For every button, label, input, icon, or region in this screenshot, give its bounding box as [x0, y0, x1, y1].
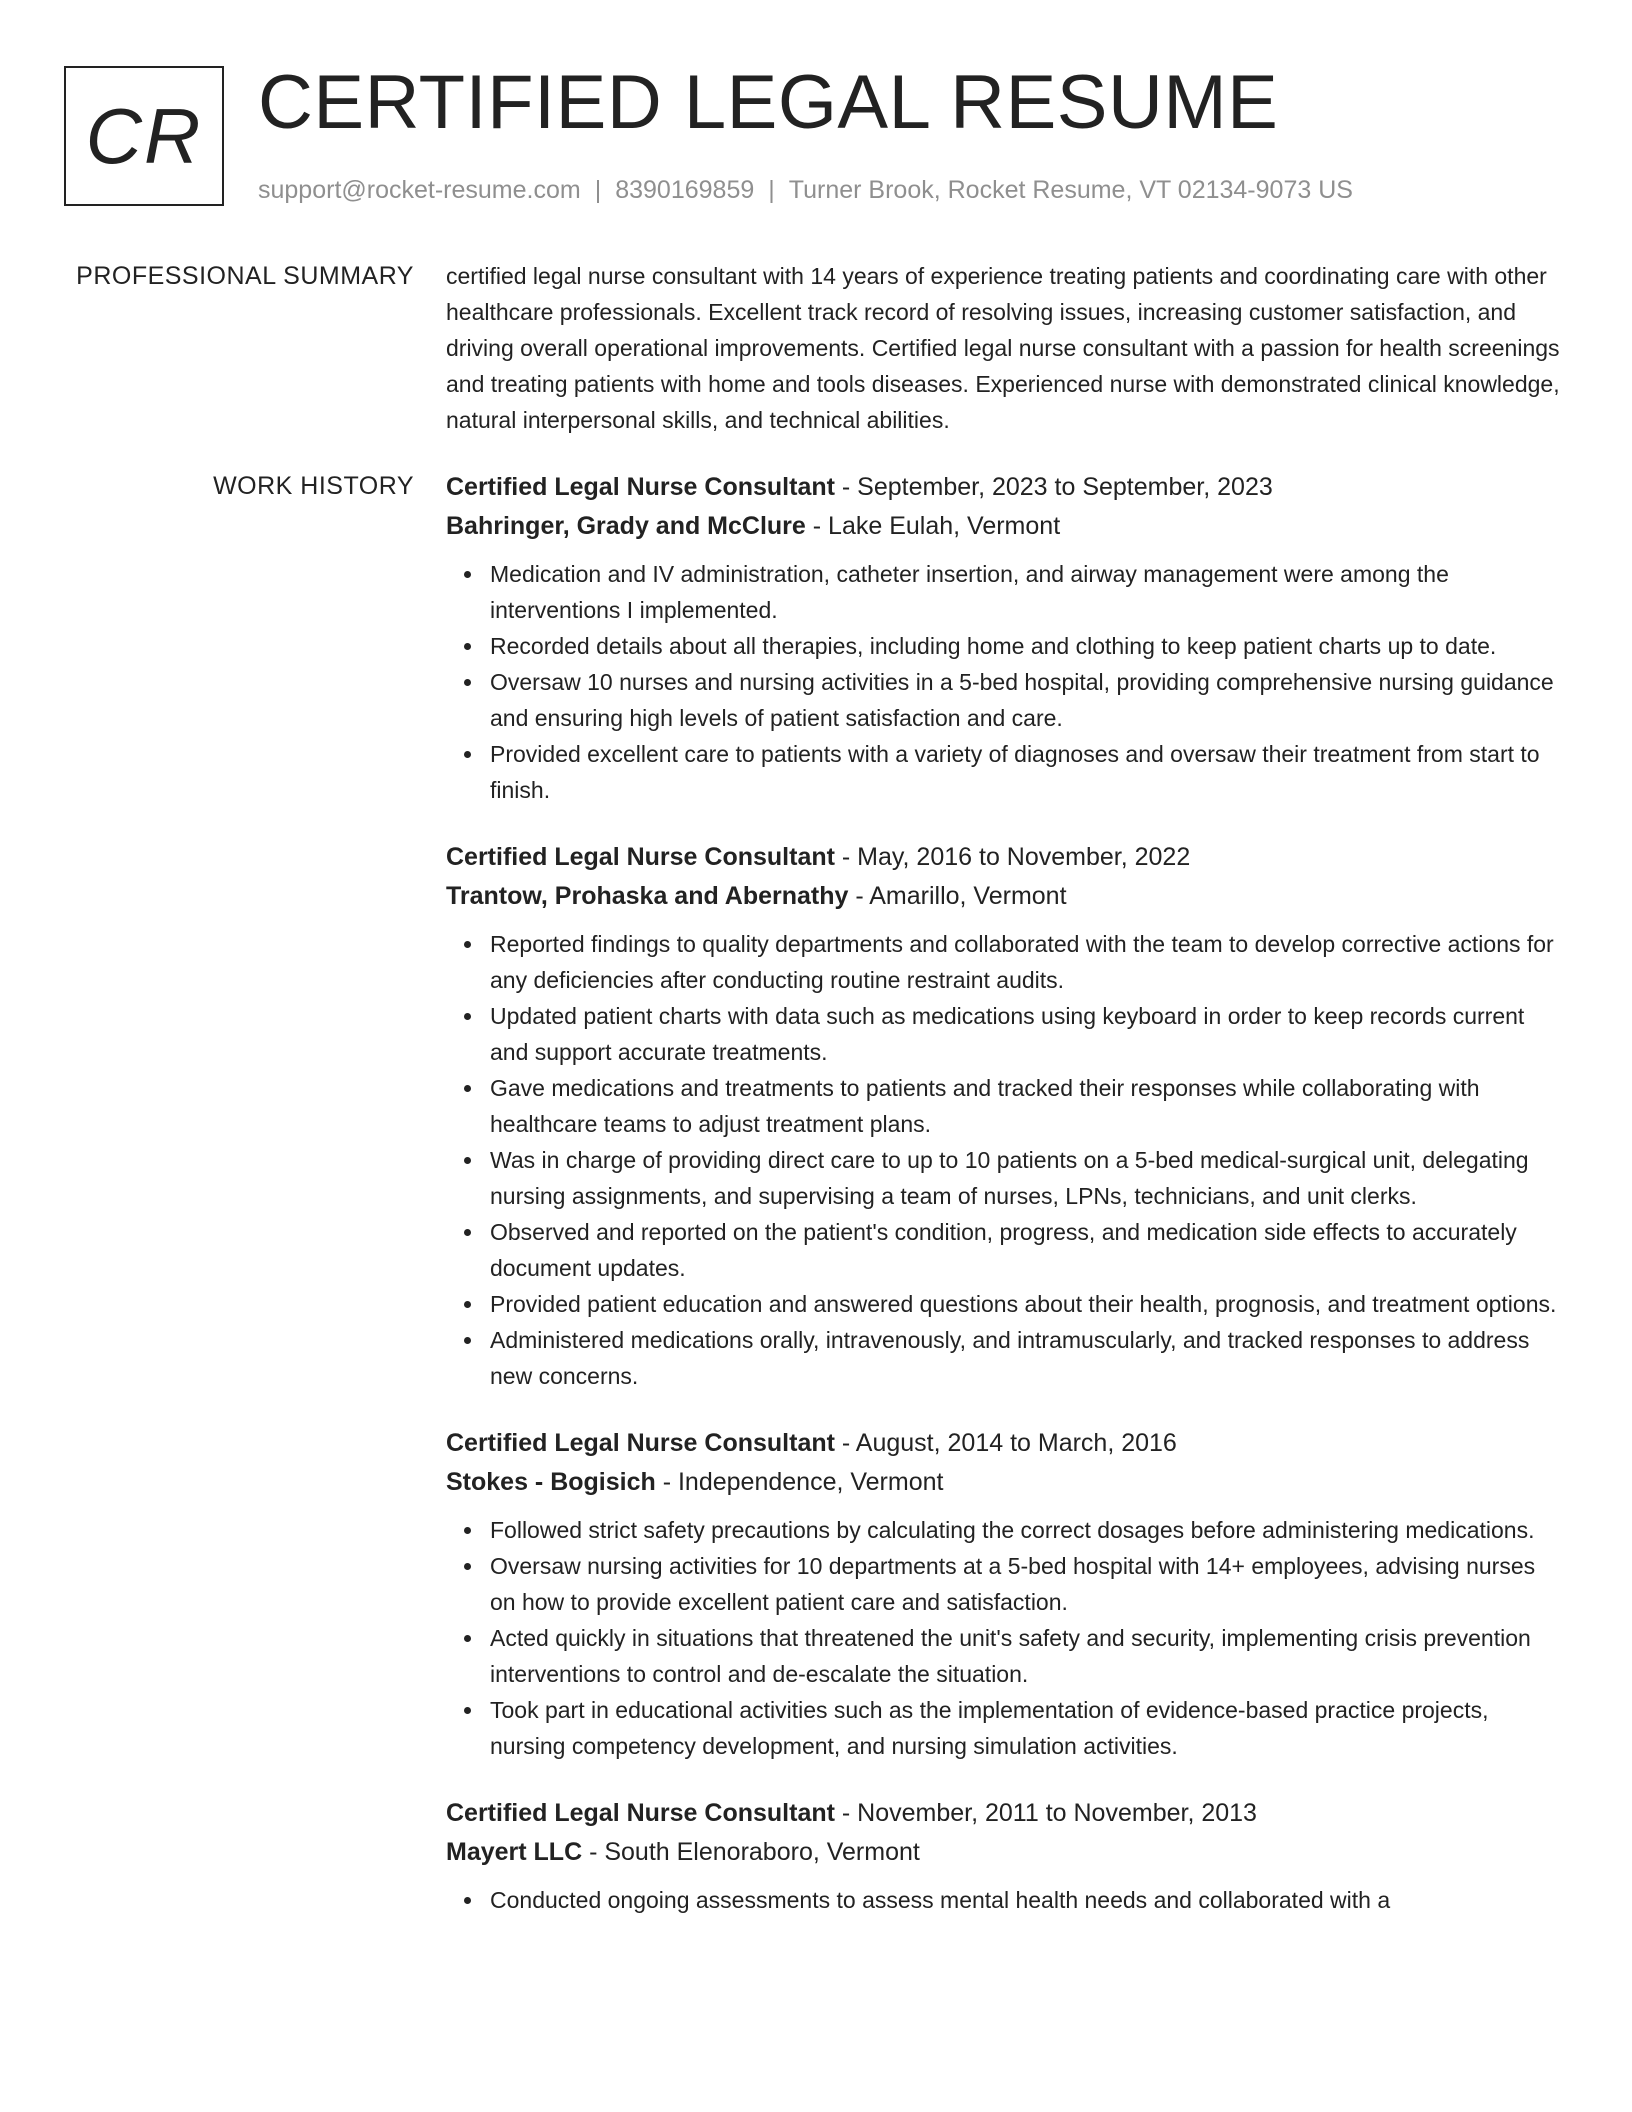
- job-bullet: Was in charge of providing direct care to up to 10 patients on a 5-bed medical-surgical unit, delegating nursing assignments, and supervising a team of nurses, LPNs, technicians, and unit clerks.: [490, 1142, 1566, 1214]
- job-location: - Lake Eulah, Vermont: [805, 512, 1061, 540]
- work-history-body: [446, 468, 1566, 1948]
- job-entry: [446, 1794, 1566, 1918]
- job-bullet: Gave medications and treatments to patients and tracked their responses while collaborating with healthcare teams to adjust treatment plans.: [490, 1070, 1566, 1142]
- job-bullet: Observed and reported on the patient's condition, progress, and medication side effects to accurately document updates.: [490, 1214, 1566, 1286]
- job-bullet: Took part in educational activities such as the implementation of evidence-based practice projects, nursing competency development, and nursing simulation activities.: [490, 1692, 1566, 1764]
- job-dates: - May, 2016 to November, 2022: [834, 843, 1191, 871]
- job-bullet: Recorded details about all therapies, including home and clothing to keep patient charts up to date.: [490, 628, 1566, 664]
- job-company-line: [446, 1833, 1566, 1872]
- job-bullet: Updated patient charts with data such as medications using keyboard in order to keep records current and support accurate treatments.: [490, 998, 1566, 1070]
- monogram-box: [64, 66, 224, 206]
- job-dates: - August, 2014 to March, 2016: [834, 1429, 1177, 1457]
- job-dates: - November, 2011 to November, 2013: [834, 1799, 1257, 1827]
- summary-heading: PROFESSIONAL SUMMARY: [76, 262, 414, 290]
- job-bullet: Medication and IV administration, catheter insertion, and airway management were among the interventions I implemented.: [490, 556, 1566, 628]
- job-bullet: Conducted ongoing assessments to assess mental health needs and collaborated with a: [490, 1882, 1566, 1918]
- job-company-line: [446, 1463, 1566, 1502]
- job-company: Mayert LLC: [446, 1838, 583, 1866]
- job-title: Certified Legal Nurse Consultant: [446, 1799, 835, 1827]
- resume-title: CERTIFIED LEGAL RESUME: [258, 60, 1279, 145]
- job-company-line: [446, 507, 1566, 546]
- job-title-line: [446, 1424, 1566, 1463]
- summary-body: [446, 258, 1566, 438]
- job-bullets: [446, 1882, 1566, 1918]
- job-title: Certified Legal Nurse Consultant: [446, 473, 835, 501]
- contact-email: support@rocket-resume.com: [258, 176, 581, 204]
- work-history-heading: WORK HISTORY: [213, 472, 414, 500]
- job-bullet: Reported findings to quality departments and collaborated with the team to develop corrective actions for any deficiencies after conducting routine restraint audits.: [490, 926, 1566, 998]
- job-bullet: Followed strict safety precautions by calculating the correct dosages before administering medications.: [490, 1512, 1566, 1548]
- job-bullet: Administered medications orally, intravenously, and intramuscularly, and tracked responses to address new concerns.: [490, 1322, 1566, 1394]
- job-bullet: Oversaw 10 nurses and nursing activities in a 5-bed hospital, providing comprehensive nursing guidance and ensuring high levels of patient satisfaction and care.: [490, 664, 1566, 736]
- job-bullet: Oversaw nursing activities for 10 departments at a 5-bed hospital with 14+ employees, advising nurses on how to provide excellent patient care and satisfaction.: [490, 1548, 1566, 1620]
- job-entry: [446, 1424, 1566, 1764]
- contact-phone: 8390169859: [615, 176, 755, 204]
- job-bullet: Provided patient education and answered questions about their health, prognosis, and treatment options.: [490, 1286, 1566, 1322]
- summary-text: certified legal nurse consultant with 14 years of experience treating patients and coordinating care with other healthcare professionals. Excellent track record of resolving issues, increasing customer satisfaction, and driving overall operational improvements. Certified legal nurse consultant with a passion for health screenings and treating patients with home and tools diseases. Experienced nurse with demonstrated clinical knowledge, natural interpersonal skills, and technical abilities.: [446, 263, 1560, 433]
- contact-address: Turner Brook, Rocket Resume, VT 02134-9073 US: [788, 176, 1353, 204]
- job-title-line: [446, 1794, 1566, 1833]
- job-location: - Independence, Vermont: [655, 1468, 944, 1496]
- job-location: - Amarillo, Vermont: [848, 882, 1067, 910]
- job-company: Trantow, Prohaska and Abernathy: [446, 882, 849, 910]
- job-company: Bahringer, Grady and McClure: [446, 512, 806, 540]
- job-title-line: [446, 838, 1566, 877]
- job-bullets: [446, 926, 1566, 1394]
- job-company: Stokes - Bogisich: [446, 1468, 656, 1496]
- job-location: - South Elenoraboro, Vermont: [582, 1838, 920, 1866]
- job-title-line: [446, 468, 1566, 507]
- job-company-line: [446, 877, 1566, 916]
- job-entry: [446, 468, 1566, 808]
- contact-line: [258, 174, 1353, 206]
- job-bullet: Acted quickly in situations that threatened the unit's safety and security, implementing crisis prevention interventions to control and de-escalate the situation.: [490, 1620, 1566, 1692]
- job-dates: - September, 2023 to September, 2023: [834, 473, 1273, 501]
- job-title: Certified Legal Nurse Consultant: [446, 843, 835, 871]
- job-bullets: [446, 1512, 1566, 1764]
- job-bullets: [446, 556, 1566, 808]
- job-bullet: Provided excellent care to patients with a variety of diagnoses and oversaw their treatment from start to finish.: [490, 736, 1566, 808]
- monogram-initials: CR: [85, 92, 203, 180]
- contact-separator: |: [768, 176, 775, 204]
- job-entry: [446, 838, 1566, 1394]
- contact-separator: |: [594, 176, 602, 204]
- job-title: Certified Legal Nurse Consultant: [446, 1429, 835, 1457]
